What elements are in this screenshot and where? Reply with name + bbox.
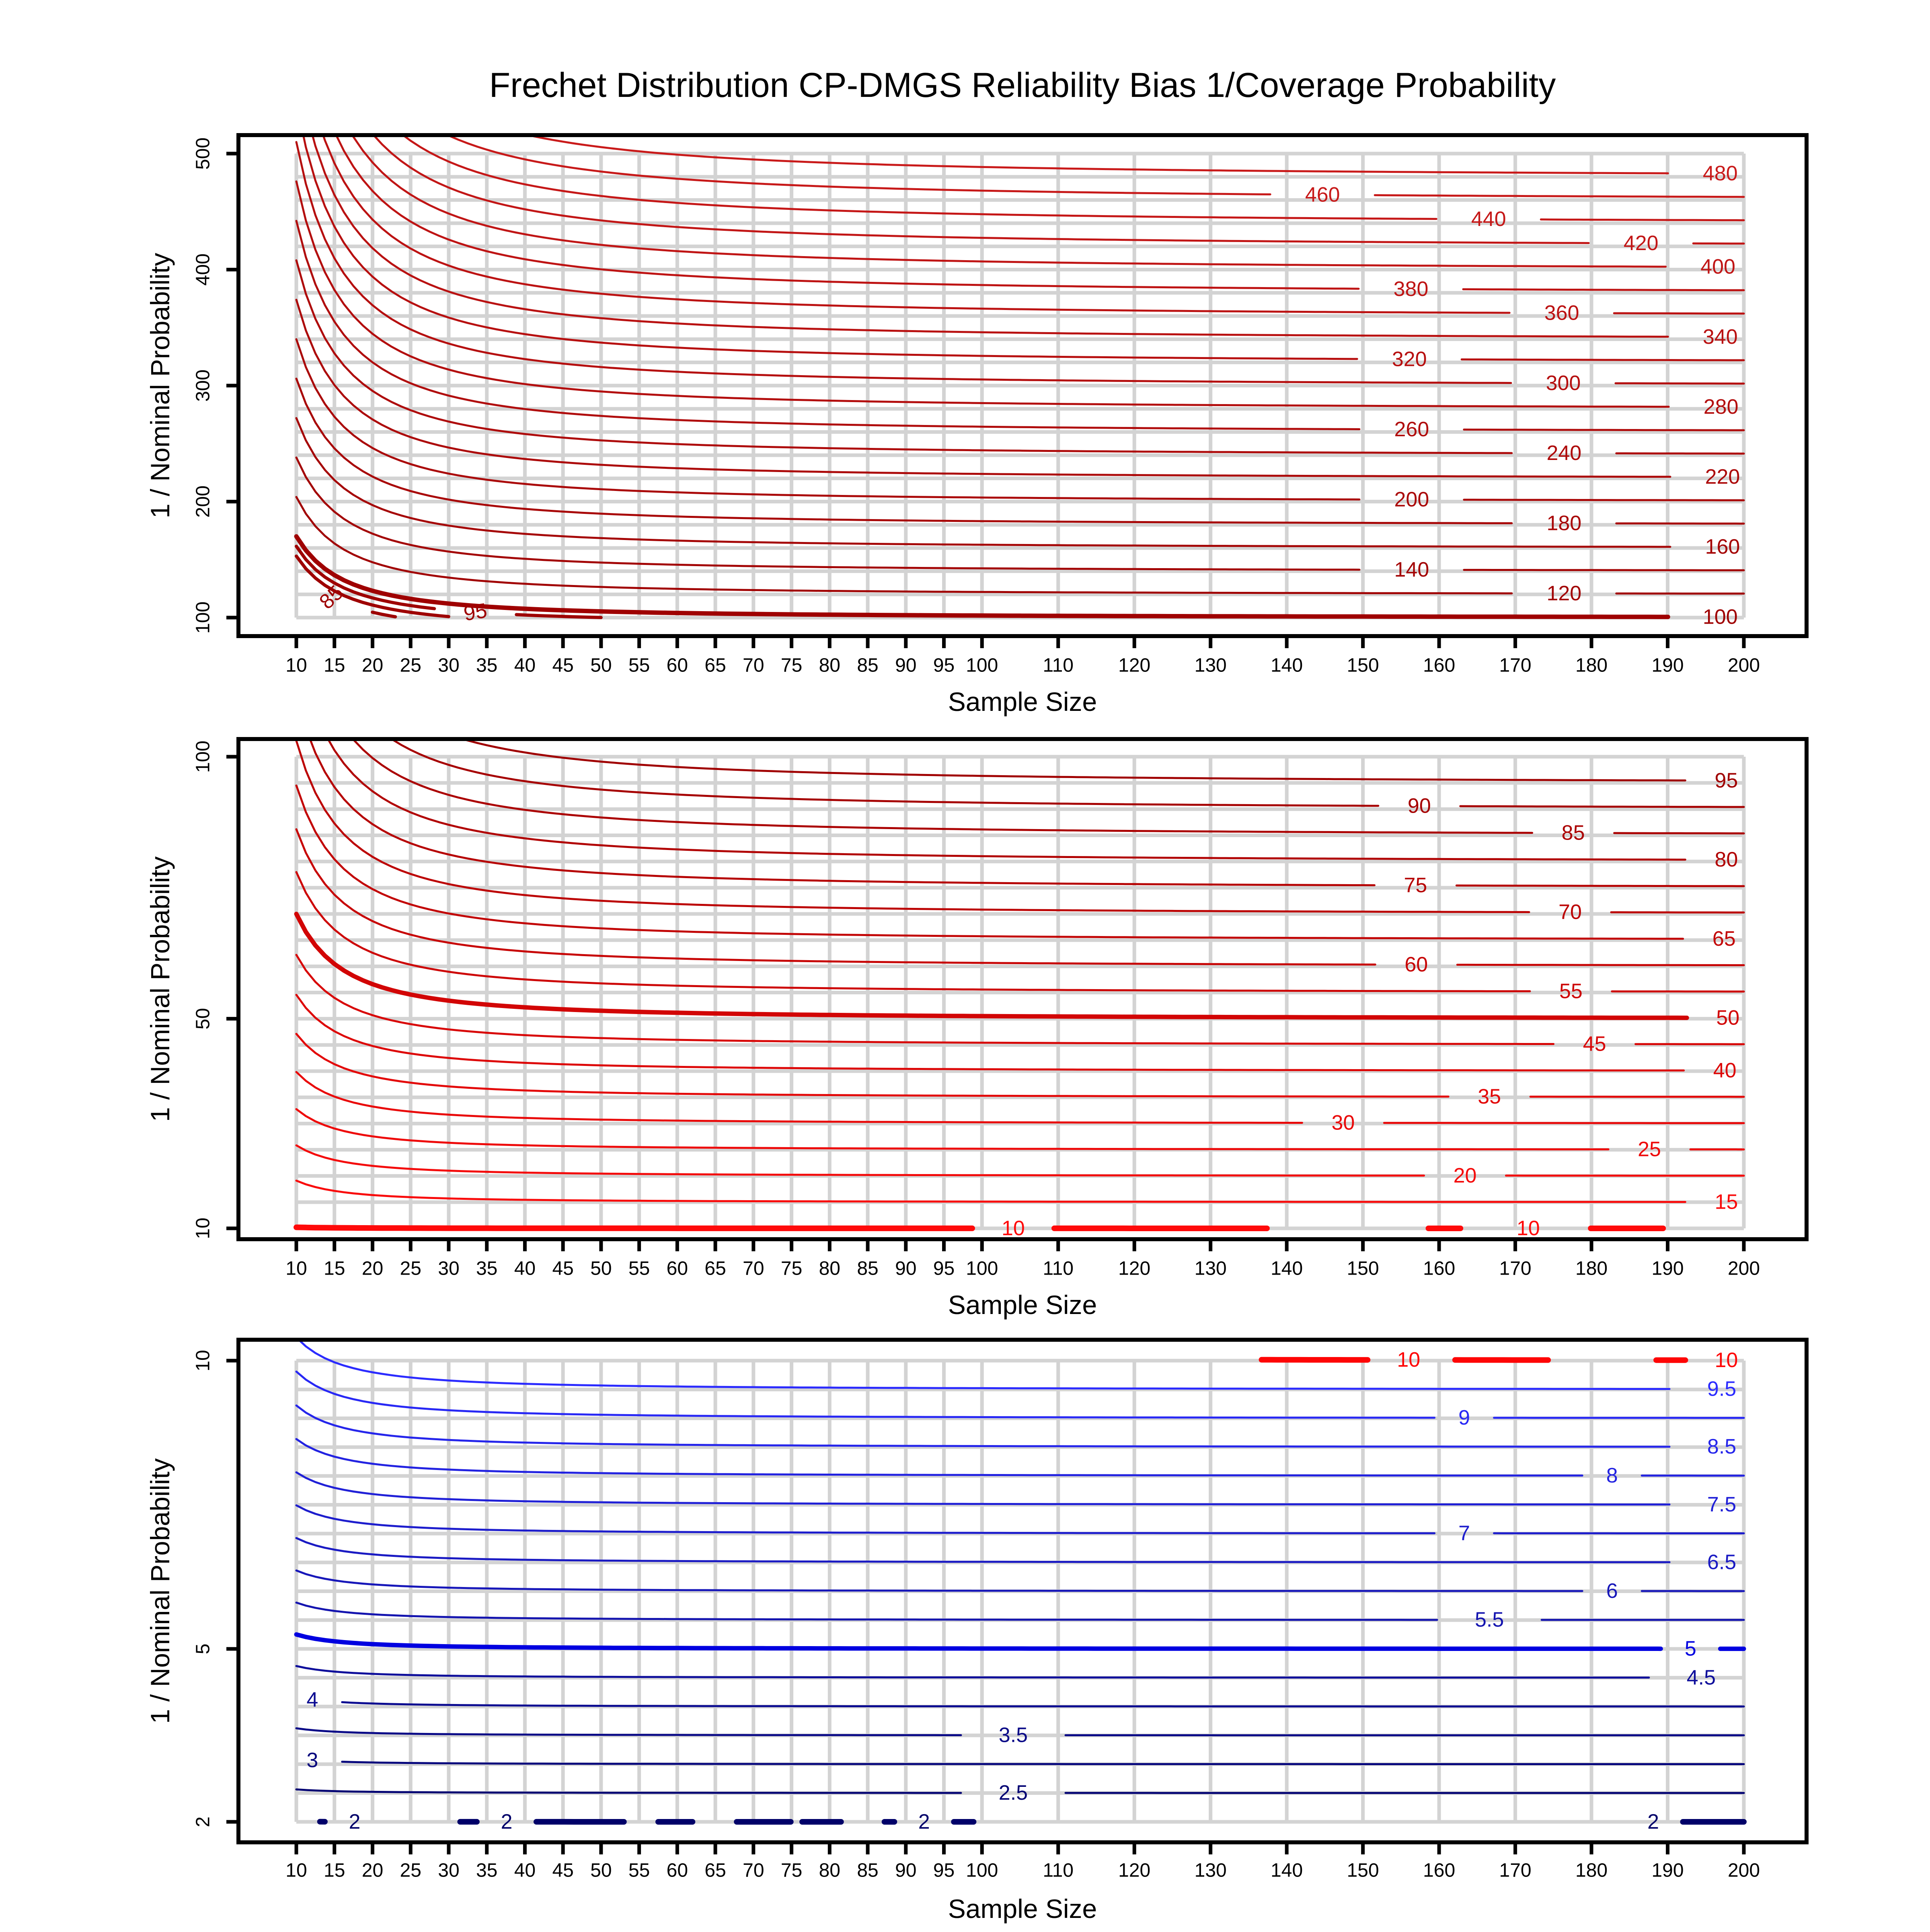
y-tick-label: 2	[193, 1817, 214, 1827]
panel-top	[145, 135, 1807, 717]
panel-bottom	[145, 1340, 1807, 1924]
x-tick-label: 150	[1347, 1258, 1379, 1279]
contour-label-70: 70	[1558, 901, 1582, 924]
contour-label-380: 380	[1394, 277, 1429, 301]
y-tick-label: 10	[193, 1218, 214, 1239]
x-tick-label: 170	[1499, 1258, 1532, 1279]
x-tick-label: 55	[628, 1258, 650, 1279]
x-tick-label: 60	[667, 655, 688, 676]
x-tick-label: 15	[324, 655, 345, 676]
main-title: Frechet Distribution CP-DMGS Reliability Bias 1/Coverage Probability	[489, 66, 1556, 105]
x-tick-label: 140	[1271, 655, 1303, 676]
x-tick-label: 45	[552, 1258, 573, 1279]
x-tick-label: 60	[667, 1258, 688, 1279]
contour-line-10	[296, 1227, 972, 1228]
x-tick-label: 25	[400, 655, 421, 676]
contour-line-8	[296, 1439, 1582, 1476]
contour-label-30: 30	[1331, 1111, 1355, 1135]
contour-line-25	[296, 1109, 1608, 1150]
contour-line-2.5	[296, 1789, 961, 1793]
contour-label-2: 2	[918, 1810, 930, 1833]
contour-line-15	[296, 1181, 1685, 1202]
x-tick-label: 15	[324, 1860, 345, 1881]
x-tick-label: 180	[1575, 655, 1608, 676]
x-tick-label: 200	[1728, 1860, 1760, 1881]
y-tick-label: 5	[193, 1644, 214, 1655]
contour-line-320	[1462, 359, 1744, 360]
x-tick-label: 20	[362, 1860, 383, 1881]
x-tick-label: 110	[1043, 1860, 1074, 1881]
x-tick-label: 55	[628, 655, 650, 676]
y-axis-title: 1 / Nominal Probability	[145, 856, 175, 1122]
x-tick-label: 170	[1499, 1860, 1532, 1881]
x-tick-label: 190	[1651, 1258, 1684, 1279]
x-tick-label: 10	[285, 655, 307, 676]
y-tick-label: 200	[193, 485, 214, 517]
x-tick-label: 40	[514, 655, 536, 676]
x-tick-label: 150	[1347, 1860, 1379, 1881]
x-tick-label: 100	[966, 655, 998, 676]
contour-label-260: 260	[1394, 418, 1429, 441]
contour-label-320: 320	[1392, 347, 1427, 371]
contour-label-420: 420	[1624, 232, 1659, 255]
contour-line-4.5	[296, 1666, 1649, 1678]
x-tick-label: 35	[476, 1258, 497, 1279]
x-tick-label: 65	[704, 1860, 726, 1881]
x-tick-label: 30	[438, 1258, 459, 1279]
contour-label-9.5: 9.5	[1707, 1378, 1736, 1401]
x-tick-label: 75	[781, 655, 802, 676]
x-tick-label: 60	[667, 1860, 688, 1881]
contour-label-10: 10	[1397, 1348, 1420, 1371]
contour-label-15: 15	[1715, 1190, 1738, 1213]
x-tick-label: 80	[819, 1258, 840, 1279]
contour-label-85: 85	[1562, 821, 1585, 845]
x-tick-label: 10	[285, 1860, 307, 1881]
y-tick-label: 10	[193, 1350, 214, 1371]
x-tick-label: 160	[1423, 1860, 1455, 1881]
contour-label-85: 85	[315, 581, 348, 614]
contour-label-95: 95	[462, 599, 489, 626]
contour-label-100: 100	[1703, 605, 1738, 628]
x-tick-label: 130	[1195, 1258, 1227, 1279]
x-tick-label: 20	[362, 1258, 383, 1279]
x-tick-label: 35	[476, 1860, 497, 1881]
panel-middle	[145, 739, 1807, 1320]
contour-label-40: 40	[1713, 1059, 1737, 1082]
x-tick-label: 25	[400, 1860, 421, 1881]
x-tick-label: 140	[1271, 1860, 1303, 1881]
contour-label-4: 4	[306, 1688, 318, 1711]
contour-label-400: 400	[1700, 255, 1735, 279]
contour-label-2: 2	[1647, 1810, 1659, 1833]
contour-line-380	[1463, 289, 1744, 290]
contour-label-280: 280	[1704, 395, 1739, 419]
y-tick-label: 300	[193, 370, 214, 402]
y-axis-title: 1 / Nominal Probability	[145, 253, 175, 518]
x-tick-label: 50	[590, 1860, 612, 1881]
contour-line-95	[463, 739, 1686, 780]
contour-label-10: 10	[1517, 1217, 1540, 1240]
contour-label-140: 140	[1394, 558, 1429, 581]
x-tick-label: 55	[628, 1860, 650, 1881]
x-tick-label: 10	[285, 1258, 307, 1279]
x-tick-label: 190	[1651, 1860, 1684, 1881]
x-tick-label: 35	[476, 655, 497, 676]
contour-label-35: 35	[1478, 1085, 1501, 1108]
contour-line-45	[296, 955, 1554, 1044]
y-tick-label: 100	[193, 602, 214, 634]
contour-label-20: 20	[1454, 1164, 1477, 1187]
contour-line-300	[1616, 383, 1744, 384]
x-tick-label: 190	[1651, 655, 1684, 676]
contour-label-55: 55	[1559, 979, 1583, 1003]
x-tick-label: 100	[966, 1860, 998, 1881]
contour-label-7: 7	[1458, 1521, 1470, 1545]
contour-line-60	[296, 829, 1375, 965]
contour-label-75: 75	[1404, 874, 1427, 897]
y-tick-label: 400	[193, 253, 214, 285]
contour-line-7	[296, 1505, 1435, 1533]
x-tick-label: 200	[1728, 655, 1760, 676]
contour-label-480: 480	[1703, 162, 1738, 185]
x-tick-label: 180	[1575, 1860, 1608, 1881]
contour-label-5.5: 5.5	[1475, 1608, 1504, 1632]
contour-label-360: 360	[1544, 302, 1579, 325]
contour-label-60: 60	[1404, 953, 1428, 976]
contour-label-90: 90	[1408, 795, 1431, 818]
contour-line-6	[296, 1571, 1582, 1591]
contour-label-3: 3	[306, 1749, 318, 1772]
contour-label-2.5: 2.5	[999, 1781, 1028, 1805]
x-tick-label: 75	[781, 1258, 802, 1279]
contour-line-5	[296, 1634, 1661, 1649]
contour-label-240: 240	[1546, 441, 1581, 465]
x-tick-label: 85	[857, 1258, 878, 1279]
contour-label-300: 300	[1546, 372, 1581, 395]
x-tick-label: 150	[1347, 655, 1379, 676]
x-tick-label: 85	[857, 1860, 878, 1881]
contour-label-80: 80	[1715, 848, 1738, 871]
x-tick-label: 50	[590, 655, 612, 676]
contour-label-440: 440	[1471, 207, 1506, 231]
x-tick-label: 65	[704, 1258, 726, 1279]
x-tick-label: 80	[819, 1860, 840, 1881]
contour-line-85	[1614, 833, 1744, 834]
contour-line-3.5	[296, 1728, 961, 1735]
x-tick-label: 15	[324, 1258, 345, 1279]
x-tick-label: 75	[781, 1860, 802, 1881]
x-tick-label: 95	[933, 655, 955, 676]
contour-label-3.5: 3.5	[999, 1724, 1028, 1747]
x-tick-label: 40	[514, 1258, 536, 1279]
contour-label-50: 50	[1716, 1006, 1739, 1029]
contour-label-65: 65	[1712, 927, 1736, 951]
x-tick-label: 110	[1043, 1258, 1074, 1279]
y-tick-label: 500	[193, 138, 214, 170]
x-tick-label: 30	[438, 1860, 459, 1881]
contour-label-120: 120	[1546, 582, 1581, 605]
x-tick-label: 160	[1423, 1258, 1455, 1279]
contour-line-90	[1460, 806, 1744, 807]
contour-label-9: 9	[1458, 1406, 1470, 1429]
contour-label-2: 2	[349, 1810, 360, 1833]
contour-line-4	[342, 1702, 1744, 1706]
x-tick-label: 180	[1575, 1258, 1608, 1279]
contour-label-200: 200	[1394, 488, 1429, 511]
contour-label-220: 220	[1705, 465, 1740, 489]
x-tick-label: 70	[743, 1258, 764, 1279]
x-axis-title: Sample Size	[948, 1290, 1097, 1320]
contour-line-90	[392, 739, 1378, 806]
x-axis-title: Sample Size	[948, 687, 1097, 717]
x-tick-label: 200	[1728, 1258, 1760, 1279]
y-tick-label: 50	[193, 1008, 214, 1029]
x-tick-label: 25	[400, 1258, 421, 1279]
contour-line-460	[1375, 195, 1744, 197]
contour-line-360	[1614, 313, 1744, 314]
contour-line-9	[296, 1371, 1435, 1418]
x-tick-label: 85	[857, 655, 878, 676]
x-tick-label: 130	[1195, 655, 1227, 676]
x-tick-label: 95	[933, 1258, 955, 1279]
contour-label-160: 160	[1705, 535, 1740, 558]
y-axis-title: 1 / Nominal Probability	[145, 1458, 175, 1724]
contour-label-5: 5	[1685, 1637, 1696, 1661]
contour-label-45: 45	[1583, 1033, 1606, 1056]
x-tick-label: 100	[966, 1258, 998, 1279]
x-tick-label: 90	[895, 655, 916, 676]
contour-label-10: 10	[1002, 1217, 1025, 1240]
x-tick-label: 120	[1118, 655, 1150, 676]
contour-line-340	[312, 135, 1668, 337]
contour-line-70	[1611, 912, 1744, 913]
x-tick-label: 90	[895, 1258, 916, 1279]
contour-label-340: 340	[1703, 325, 1738, 349]
x-axis-title: Sample Size	[948, 1894, 1097, 1924]
contour-label-7.5: 7.5	[1707, 1493, 1736, 1516]
x-tick-label: 50	[590, 1258, 612, 1279]
x-tick-label: 130	[1195, 1860, 1227, 1881]
x-tick-label: 20	[362, 655, 383, 676]
x-tick-label: 70	[743, 655, 764, 676]
contour-label-95: 95	[1715, 769, 1738, 792]
x-tick-label: 110	[1043, 655, 1074, 676]
x-tick-label: 90	[895, 1860, 916, 1881]
x-tick-label: 80	[819, 655, 840, 676]
contour-label-10: 10	[1715, 1349, 1738, 1372]
contour-label-8: 8	[1606, 1464, 1618, 1487]
contour-label-6.5: 6.5	[1707, 1550, 1736, 1574]
x-tick-label: 120	[1118, 1258, 1150, 1279]
contour-label-180: 180	[1546, 512, 1581, 535]
x-tick-label: 65	[704, 655, 726, 676]
contour-label-2: 2	[501, 1810, 512, 1833]
x-tick-label: 45	[552, 1860, 573, 1881]
x-tick-label: 70	[743, 1860, 764, 1881]
contour-label-6: 6	[1606, 1579, 1618, 1603]
x-tick-label: 95	[933, 1860, 955, 1881]
y-tick-label: 100	[193, 741, 214, 773]
x-tick-label: 140	[1271, 1258, 1303, 1279]
x-tick-label: 30	[438, 655, 459, 676]
contour-label-460: 460	[1305, 183, 1340, 206]
contour-line-260	[1464, 429, 1744, 430]
contour-label-4.5: 4.5	[1687, 1666, 1716, 1689]
contour-line-9.5	[299, 1340, 1669, 1389]
contour-label-8.5: 8.5	[1707, 1435, 1736, 1458]
x-tick-label: 45	[552, 655, 573, 676]
x-tick-label: 120	[1118, 1860, 1150, 1881]
x-tick-label: 160	[1423, 655, 1455, 676]
x-tick-label: 40	[514, 1860, 536, 1881]
contour-label-25: 25	[1638, 1138, 1661, 1161]
contour-line-75	[1456, 885, 1744, 886]
x-tick-label: 170	[1499, 655, 1532, 676]
